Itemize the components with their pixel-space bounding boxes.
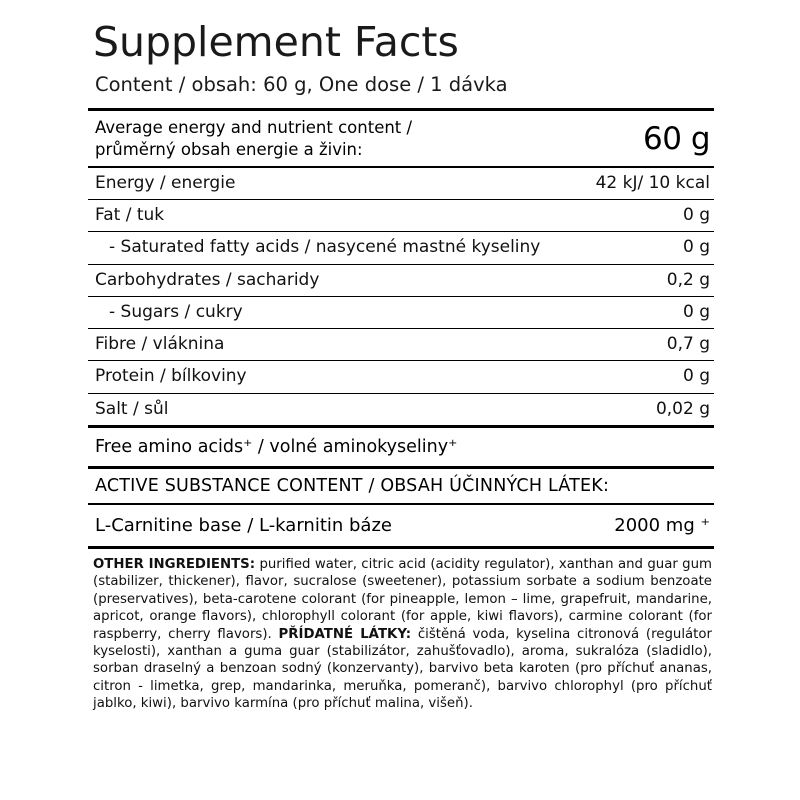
nutrient-value: 0 g: [682, 237, 710, 258]
table-row: [88, 361, 714, 392]
nutrient-label: - Saturated fatty acids / nasycené mastné kyseliny: [109, 237, 541, 258]
table-row: [88, 265, 714, 296]
nutrient-value: 0,7 g: [666, 334, 710, 355]
table-row: [88, 505, 714, 546]
nutrient-label: Fibre / vláknina: [95, 334, 225, 355]
nutrient-label: Carbohydrates / sacharidy: [95, 269, 320, 290]
content-subtitle: Content / obsah: 60 g, One dose / 1 dávka: [95, 73, 508, 97]
table-row: [88, 200, 714, 231]
active-substance-value: 2000 mg ⁺: [614, 514, 710, 536]
serving-header-value: 60 g: [643, 120, 710, 157]
nutrient-label: Protein / bílkoviny: [95, 366, 247, 387]
serving-header-label-line2: průměrný obsah energie a živin:: [95, 139, 363, 159]
nutrient-label: - Sugars / cukry: [109, 301, 243, 322]
supplement-facts-panel: [88, 20, 714, 713]
serving-header-label-line1: Average energy and nutrient content /: [95, 118, 413, 138]
nutrient-value: 0 g: [682, 366, 710, 387]
other-ingredients-text-en: purified water, citric acid (acidity regulator), xanthan and guar gum (stabilizer, thickener), flavor, sucralose (sweetener), potassium sorbate a sodium benzoate (preservatives), beta-carotene colorant (for pineapple, lemon – lime, grapefruit, mandarine, apricot, orange flavors), chlorophyll colorant (for apple, kiwi flavors), carmine colorant (for raspberry, cherry flavors).: [93, 556, 712, 642]
nutrient-label: Energy / energie: [95, 172, 236, 193]
other-ingredients-heading-en: OTHER INGREDIENTS:: [93, 556, 256, 572]
table-row: [88, 329, 714, 360]
nutrient-value: 42 kJ/ 10 kcal: [595, 172, 710, 193]
serving-header-row: [88, 111, 714, 166]
table-row: [88, 394, 714, 425]
nutrient-value: 0 g: [682, 205, 710, 226]
table-row: [88, 297, 714, 328]
free-amino-acids-row: Free amino acids⁺ / volné aminokyseliny⁺: [95, 436, 458, 457]
table-row: [88, 232, 714, 263]
nutrient-value: 0,02 g: [655, 398, 710, 419]
other-ingredients: [88, 549, 714, 713]
nutrient-label: Fat / tuk: [95, 205, 165, 226]
other-ingredients-heading-cs: PŘÍDATNÉ LÁTKY:: [278, 626, 412, 642]
nutrient-value: 0,2 g: [666, 269, 710, 290]
page-title: Supplement Facts: [93, 18, 459, 66]
serving-header-label: [95, 117, 412, 160]
active-substance-header: ACTIVE SUBSTANCE CONTENT / OBSAH ÚČINNÝCH LÁTEK:: [95, 475, 610, 496]
table-row: [88, 168, 714, 199]
nutrient-value: 0 g: [682, 301, 710, 322]
nutrient-label: Salt / sůl: [95, 398, 169, 419]
other-ingredients-text-cs: čištěná voda, kyselina citronová (regulátor kyselosti), xanthan a guma guar (stabilizátor, zahušťovadlo), aroma, sukralóza (sladidlo), sorban draselný a benzoan sodný (konzervanty), barvivo beta karoten (pro příchuť ananas, citron - limetka, grep, mandarinka, meruňka, pomeranč), barvivo chlorophyl (pro příchuť jablko, kiwi), barvivo karmína (pro příchuť malina, višeň).: [93, 626, 713, 712]
active-substance-label: L-Carnitine base / L-karnitin báze: [95, 514, 392, 536]
